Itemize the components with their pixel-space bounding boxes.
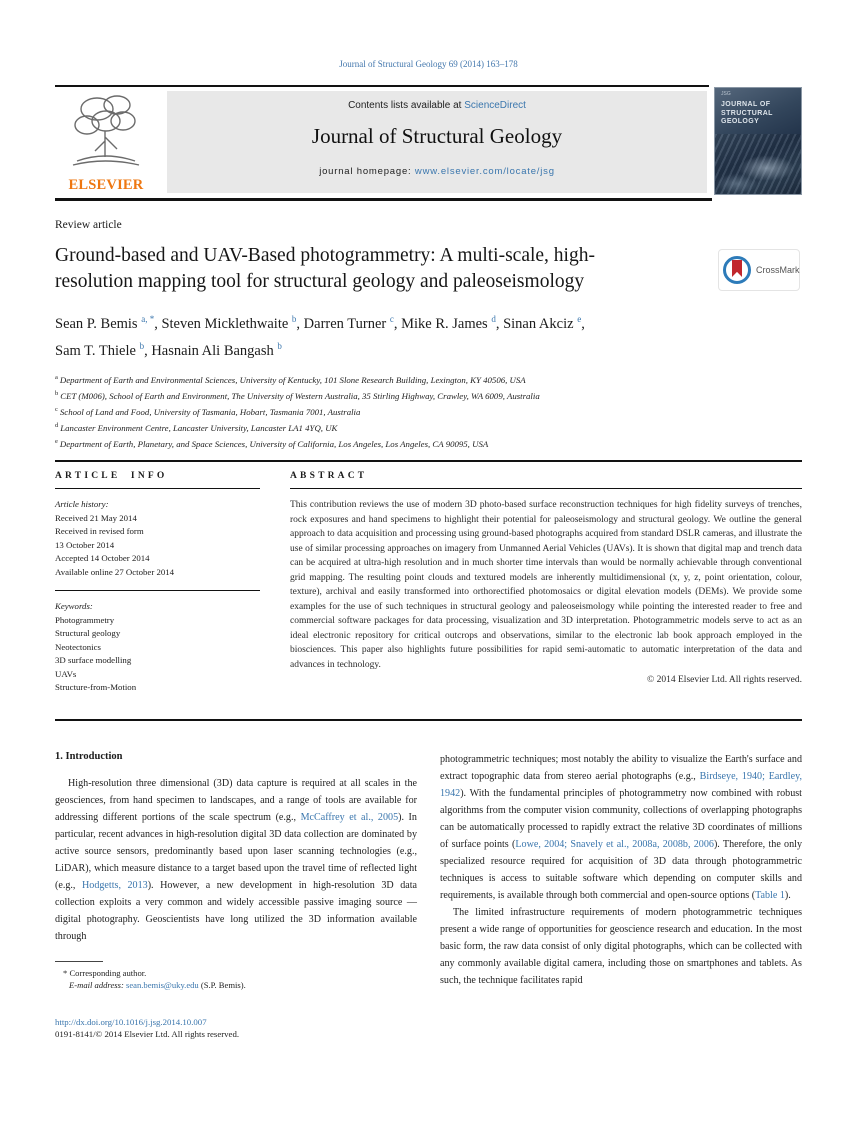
journal-reference: Journal of Structural Geology 69 (2014) 163–178 [339,59,518,69]
elsevier-wordmark: ELSEVIER [68,177,144,193]
abstract-rule [290,488,802,489]
keyword-item: Neotectonics [55,641,101,652]
crossmark-ribbon-icon [732,260,742,277]
footnote-marker: * [63,967,68,978]
affiliation-item: $^b$ CET (M006), School of Earth and Environment, The University of Western Australia, 35 Stirling Highway, Crawley, WA 6009, Australia [55,389,540,401]
sciencedirect-link[interactable]: ScienceDirect [464,100,526,111]
cover-rock-image [715,134,801,195]
homepage-label: journal homepage: [319,166,415,177]
masthead [55,85,802,201]
body-right-column [440,751,802,1041]
author-name: Sean P. Bemis $^{a, *}$, [55,314,162,332]
abstract-text: This contribution reviews the use of modern 3D photo-based surface reconstruction techniques for high fidelity surveys of trenches, rock exposures and hand specimens to highlight their potential for paleoseismology and structural geology. We outline the general approach to data acquisition and processing using ground-based photographs acquired from standard DSLR cameras, and illustrate the use of similar processing approaches on imagery from Unmanned Aerial Vehicles (UAVs). It is shown that digital map and trench data can be acquired at ultra-high resolution and in much shorter time intervals than would be normally achievable through conventional grid mapping. The resulting point clouds and textured models are inherently multidimensional (x, y, z, point orientation, colour, texture), archival and easily transformed into orthorectified photomosaics or digital elevation models (DEMs). We provide some examples for the use of such techniques in structural geology and paleoseismology while pointing the interested reader to free and commercial software packages for data processing, visualization and 3D interpretation. Photogrammetric models serve to act as an ideal electronic repository for critical outcrops and observations, similar to the electronic lab book approach employed in the biosciences. This paper also highlights future possibilities for rapid semi-automatic to automatic interpretation of the data and advances in technology. [290,500,802,670]
article-title [55,243,717,295]
body-text-segment: ). Therefore, the only specialized resource required for acquisition of 3D data through photogrammetric techniques is access to suitable software which depending on computer skills and requirements, is available through both commercial and open-source options ( [440,838,802,901]
author-affiliation-sup: e [577,314,582,324]
homepage-line [167,166,707,177]
homepage-link[interactable]: www.elsevier.com/locate/jsg [414,166,555,177]
body-text-segment: ). However, a new development in high-resolution 3D data collection exploits a very common and widely accessible passive imaging source — digital photography. Geoscientists have long utilized the 3D information available through [55,879,418,942]
article-history-label: Article history: [55,499,109,510]
article-history-item: 13 October 2014 [55,539,115,550]
contents-prefix: Contents lists available at [348,100,465,111]
journal-title: Journal of Structural Geology [311,124,563,148]
body-text-segment: ). In particular, recent advances in high-resolution digital 3D data collection are dominated by active source sensors, predominantly based upon laser scanning technologies (e.g., LiDAR), which measure distance to a target based upon the travel time of reflected light (e.g., [55,811,417,891]
article-title-line2: resolution mapping tool for structural geology and paleoseismology [55,271,585,292]
title-row [55,243,802,295]
journal-cover-thumbnail[interactable] [714,87,802,195]
footnote-block [55,961,417,992]
crossmark-icon [723,256,751,284]
info-abstract-section [55,462,802,695]
body-text-segment: ). With the fundamental principles of photogrammetry now combined with robust algorithms from the computer vision community, collections of overlapping photographs can be automatically processed to rapidly extract the relative 3D coordinates of millions of surface points ( [440,787,802,850]
keyword-item: 3D surface modelling [55,655,132,666]
citation-link[interactable]: Hodgetts, 2013 [82,879,148,891]
doi-block [55,1016,417,1041]
article-info-section [55,471,260,695]
abstract-heading: ABSTRACT [290,471,368,482]
article-history-item: Available online 27 October 2014 [55,566,175,577]
cover-publisher-mark: JSG [721,91,731,97]
email-line [55,979,417,992]
body-paragraph [440,751,802,904]
affiliation-item: $^c$ School of Land and Food, University of Tasmania, Hobart, Tasmania 7001, Australia [55,405,361,417]
email-label: E-mail address: [69,980,124,991]
body-text-segment: photogrammetric techniques; most notably the ability to visualize the Earth's surface and extract topographic data from stereo aerial photographs (e.g., [440,753,802,782]
keyword-item: Structure-from-Motion [55,682,137,693]
contents-line [167,100,707,111]
abstract-copyright: © 2014 Elsevier Ltd. All rights reserved. [647,675,802,686]
article-title-line1: Ground-based and UAV-Based photogrammetry: A multi-scale, high- [55,245,595,266]
crossmark-label: CrossMark [756,265,800,275]
abstract-section [260,471,802,695]
masthead-bottom-rule [55,198,712,202]
section-divider [55,719,802,721]
body-paragraph: The limited infrastructure requirements of modern photogrammetric techniques present a wide range of opportunities for geoscience research and education. In the most basic form, the raw data consist of only digital photographs, which can be collected with any commonly available digital camera, including those on smartphones and tablets. As such, the technique facilitates rapid [440,906,802,986]
author-affiliation-sup: b [291,314,297,324]
author-name: Hasnain Ali Bangash $^b$ [151,340,282,359]
intro-heading: 1. Introduction [55,750,123,762]
body-left-column [55,751,417,1041]
cover-title: JOURNAL OF STRUCTURAL GEOLOGY [721,101,773,125]
intro-paragraph [55,775,417,945]
affiliation-item: $^d$ Lancaster Environment Centre, Lancaster University, Lancaster LA1 4YQ, UK [55,422,338,433]
author-name: Sam T. Thiele $^b$, [55,340,152,359]
article-history-item: Received 21 May 2014 [55,512,137,523]
citation-link[interactable]: Lowe, 2004; Snavely et al., 2008a, 2008b, 2006 [515,838,714,850]
article-type-label: Review article [55,219,122,231]
author-list [55,308,745,362]
article-history-item: Accepted 14 October 2014 [55,553,150,564]
author-affiliation-sup: a, * [141,314,155,324]
affiliation-item: $^a$ Department of Earth and Environmental Sciences, University of Kentucky, 101 Slone Research Building, Lexington, KY 40506, USA [55,373,526,385]
keyword-item: Photogrammetry [55,614,115,625]
affiliations [55,371,802,452]
author-name: Sinan Akciz $^e$, [503,314,585,332]
article-info-rule [55,488,260,489]
keyword-item: UAVs [55,668,77,679]
author-name: Mike R. James $^d$, [401,314,504,332]
elsevier-tree-icon [67,158,145,175]
footnote-rule [55,961,103,962]
crossmark-badge[interactable] [718,249,800,291]
affiliation-item: $^e$ Department of Earth, Planetary, and Space Sciences, University of California, Los Angeles, Los Angeles, CA 90095, USA [55,438,489,450]
masthead-center [167,91,707,193]
author-name: Darren Turner $^c$, [303,314,402,332]
body-text-segment: High-resolution three dimensional (3D) data capture is required at all scales in the geosciences, from hand specimen to landscapes, and a range of tools are available for addressing different portions of the scale spectrum (e.g., [55,777,417,823]
doi-link[interactable]: http://dx.doi.org/10.1016/j.jsg.2014.10.007 [55,1016,207,1027]
elsevier-logo[interactable] [55,91,157,193]
keyword-item: Structural geology [55,628,121,639]
author-affiliation-sup: b [139,340,145,351]
footnote-text: Corresponding author. [69,967,147,978]
article-info-heading: ARTICLE INFO [55,471,168,482]
article-history-item: Received in revised form [55,526,144,537]
keywords-rule [55,590,260,591]
keywords-label: Keywords: [55,601,93,612]
author-affiliation-sup: b [277,340,282,351]
email-suffix: (S.P. Bemis). [200,980,246,991]
citation-link[interactable]: McCaffrey et al., 2005 [300,811,399,823]
author-name: Steven Micklethwaite $^b$, [161,314,304,332]
citation-link[interactable]: Table 1 [755,889,785,901]
rights-line: 0191-8141/© 2014 Elsevier Ltd. All rights reserved. [55,1029,240,1040]
masthead-top-rule [55,85,709,87]
author-affiliation-sup: d [491,314,496,324]
email-link[interactable]: sean.bemis@uky.edu [125,980,199,991]
citation-link[interactable]: Birdseye, 1940; Eardley, 1942 [440,770,802,799]
body-columns [55,751,802,1041]
corresponding-author-note [55,967,417,980]
author-affiliation-sup: c [389,314,394,324]
body-text-segment: ). [784,889,791,901]
